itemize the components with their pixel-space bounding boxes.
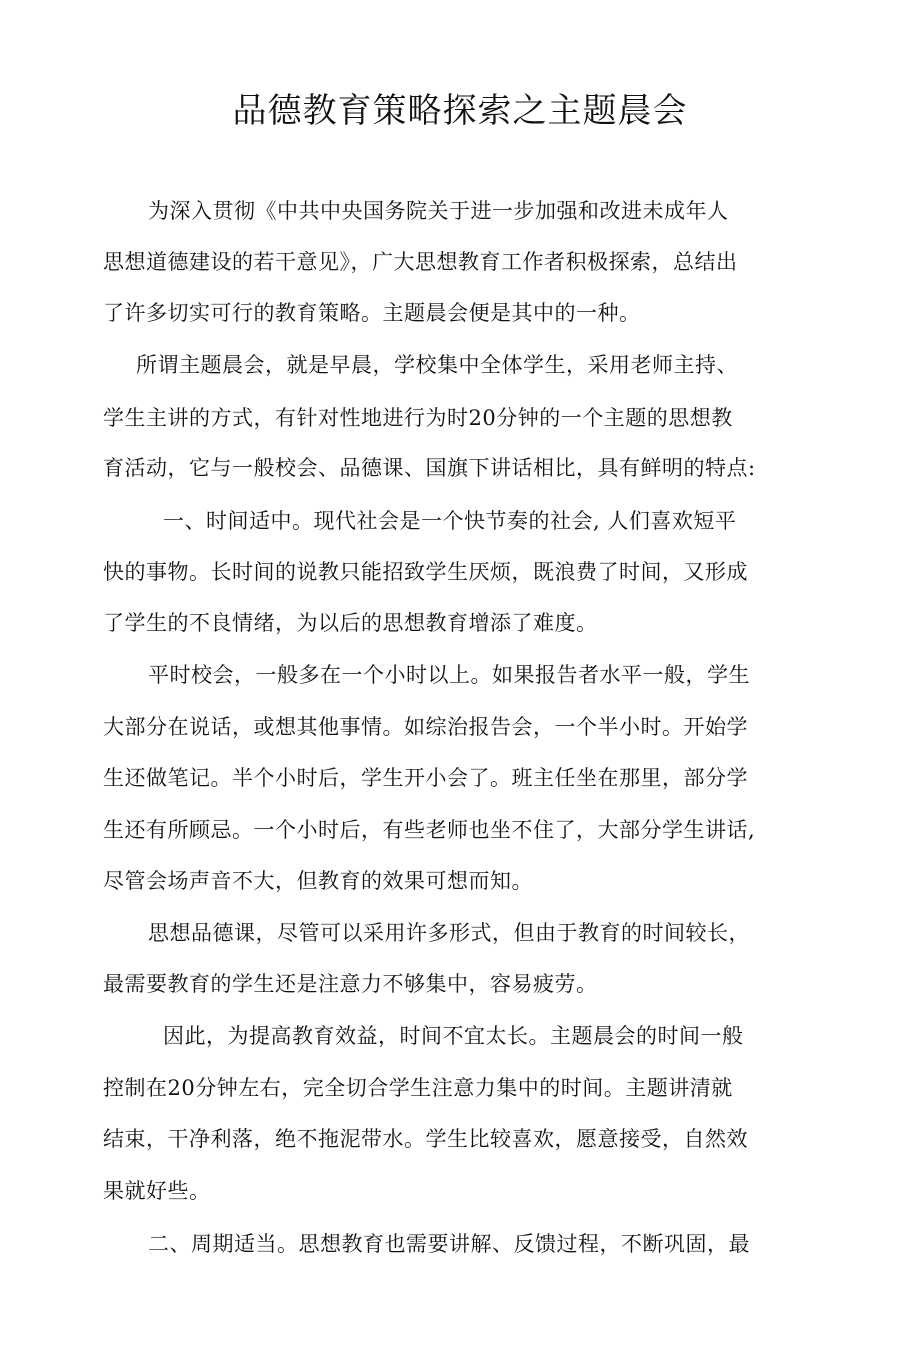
text-line: 结束，干净利落，绝不拖泥带水。学生比较喜欢，愿意接受，自然效 bbox=[103, 1127, 748, 1151]
text-line: 最需要教育的学生还是注意力不够集中，容易疲劳。 bbox=[103, 972, 598, 996]
text-line: 思想品德课，尽管可以采用许多形式，但由于教育的时间较长， bbox=[148, 921, 750, 945]
text-line: 二、周期适当。思想教育也需要讲解、反馈过程，不断巩固，最 bbox=[148, 1232, 750, 1256]
text-line: 一、时间适中。现代社会是一个快节奏的社会, 人们喜欢短平 bbox=[163, 509, 737, 533]
text-line: 控制在20分钟左右，完全切合学生注意力集中的时间。主题讲清就 bbox=[103, 1076, 733, 1100]
page-title: 品德教育策略探索之主题晨会 bbox=[232, 91, 688, 131]
text-line: 大部分在说话，或想其他事情。如综治报告会，一个半小时。开始学 bbox=[103, 715, 748, 739]
text-line: 育活动，它与一般校会、品德课、国旗下讲话相比，具有鲜明的特点: bbox=[103, 456, 756, 480]
text-line: 平时校会，一般多在一个小时以上。如果报告者水平一般，学生 bbox=[148, 663, 750, 687]
text-line: 了许多切实可行的教育策略。主题晨会便是其中的一种。 bbox=[103, 301, 641, 325]
text-line: 生还做笔记。半个小时后，学生开小会了。班主任坐在那里，部分学 bbox=[103, 766, 748, 790]
text-line: 快的事物。长时间的说教只能招致学生厌烦，既浪费了时间，又形成 bbox=[103, 560, 748, 584]
text-line: 思想道德建设的若干意见》，广大思想教育工作者积极探索，总结出 bbox=[103, 250, 738, 274]
text-line: 果就好些。 bbox=[103, 1179, 211, 1203]
text-line: 了学生的不良情绪，为以后的思想教育增添了难度。 bbox=[103, 611, 598, 635]
text-line: 生还有所顾忌。一个小时后，有些老师也坐不住了，大部分学生讲话, bbox=[103, 818, 756, 842]
text-line: 因此，为提高教育效益，时间不宜太长。主题晨会的时间一般 bbox=[163, 1024, 744, 1048]
text-line: 尽管会场声音不大，但教育的效果可想而知。 bbox=[103, 869, 533, 893]
text-line: 为深入贯彻《中共中央国务院关于进一步加强和改进未成年人 bbox=[148, 199, 729, 223]
text-line: 学生主讲的方式，有针对性地进行为时20分钟的一个主题的思想教 bbox=[103, 406, 733, 430]
text-line: 所谓主题晨会，就是早晨，学校集中全体学生，采用老师主持、 bbox=[136, 353, 738, 377]
